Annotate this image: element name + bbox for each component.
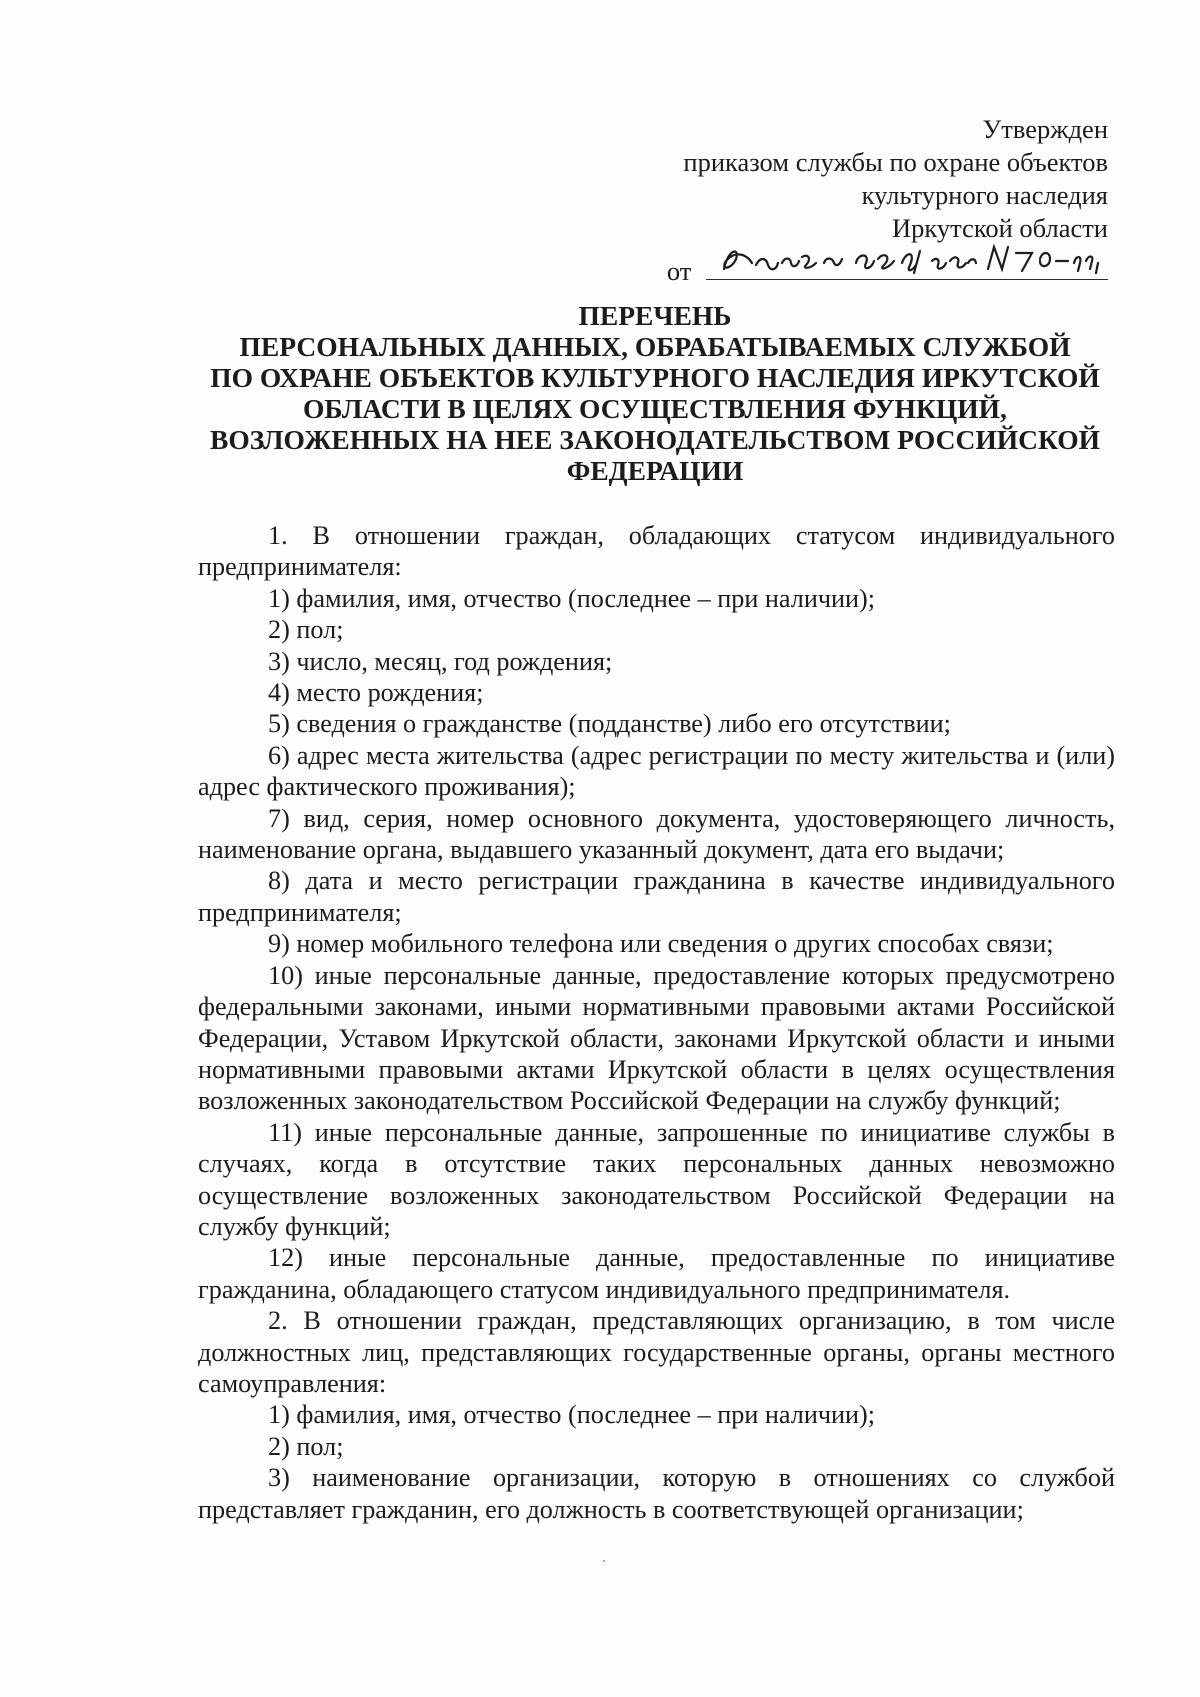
list-item: 10) иные персональные данные, предоставление которых предусмотрено федеральными законами, иными нормативными правовыми актами Российской Федерации, Уставом Иркутской области, законами Иркутской области и иными нормативными правовыми актами Иркутской области в целях осуществления возложенных законодательством Российской Федерации на службу функций; (198, 960, 1115, 1116)
list-item: 1) фамилия, имя, отчество (последнее – при наличии); (268, 1400, 876, 1430)
handwriting-signature-icon (706, 239, 1108, 279)
document-title (195, 300, 1115, 486)
list-item: 6) адрес места жительства (адрес регистрации по месту жительства и (или) адрес фактического проживания); (198, 740, 1115, 802)
scan-speck (603, 1560, 605, 1562)
title-line-4: ОБЛАСТИ В ЦЕЛЯХ ОСУЩЕСТВЛЕНИЯ ФУНКЦИЙ, (303, 393, 1007, 424)
title-line-6: ФЕДЕРАЦИИ (566, 455, 744, 486)
approval-stamp-block (588, 113, 1108, 288)
list-item: 8) дата и место регистрации гражданина в качестве индивидуального предпринимателя; (198, 866, 1115, 927)
document-body (198, 520, 1115, 1525)
list-item: 1) фамилия, имя, отчество (последнее – при наличии); (268, 583, 876, 613)
title-line-2: ПЕРСОНАЛЬНЫХ ДАННЫХ, ОБРАБАТЫВАЕМЫХ СЛУЖБОЙ (239, 331, 1071, 362)
handwritten-date-number (706, 245, 1108, 280)
approval-line-2: приказом службы по охране объектов (683, 147, 1108, 177)
title-line-3: ПО ОХРАНЕ ОБЪЕКТОВ КУЛЬТУРНОГО НАСЛЕДИЯ ИРКУТСКОЙ (210, 362, 1100, 393)
list-item: 3) число, месяц, год рождения; (268, 646, 613, 676)
title-line-5: ВОЗЛОЖЕННЫХ НА НЕЕ ЗАКОНОДАТЕЛЬСТВОМ РОССИЙСКОЙ (210, 424, 1100, 455)
title-line-1: ПЕРЕЧЕНЬ (578, 300, 732, 331)
list-item: 4) место рождения; (268, 678, 484, 708)
list-item: 12) иные персональные данные, предоставленные по инициативе гражданина, обладающего статусом индивидуального предпринимателя. (198, 1243, 1115, 1304)
paragraph-section-1: 1. В отношении граждан, обладающих статусом индивидуального предпринимателя: (198, 521, 1115, 582)
approval-line-4: Иркутской области (892, 213, 1108, 243)
list-item: 5) сведения о гражданстве (подданстве) либо его отсутствии; (268, 709, 951, 739)
approval-line-3: культурного наследия (861, 180, 1108, 210)
approval-from-label: от (666, 256, 692, 286)
list-item: 11) иные персональные данные, запрошенные по инициативе службы в случаях, когда в отсутствие таких персональных данных невозможно осуществление возложенных законодательством Российской Федерации на службу функций; (198, 1117, 1115, 1241)
list-item: 3) наименование организации, которую в отношениях со службой представляет гражданин, его должность в соответствующей организации; (198, 1463, 1115, 1524)
approval-date-line (588, 245, 1108, 288)
list-item: 2) пол; (268, 1431, 344, 1461)
list-item: 7) вид, серия, номер основного документа, удостоверяющего личность, наименование органа, выдавшего указанный документ, дата его выдачи; (198, 803, 1115, 865)
list-item: 2) пол; (268, 615, 344, 645)
list-item: 9) номер мобильного телефона или сведения о других способах связи; (268, 929, 1054, 959)
approval-line-1: Утвержден (982, 114, 1108, 144)
paragraph-section-2: 2. В отношении граждан, представляющих организацию, в том числе должностных лиц, представляющих государственные органы, органы местного самоуправления: (198, 1306, 1115, 1398)
